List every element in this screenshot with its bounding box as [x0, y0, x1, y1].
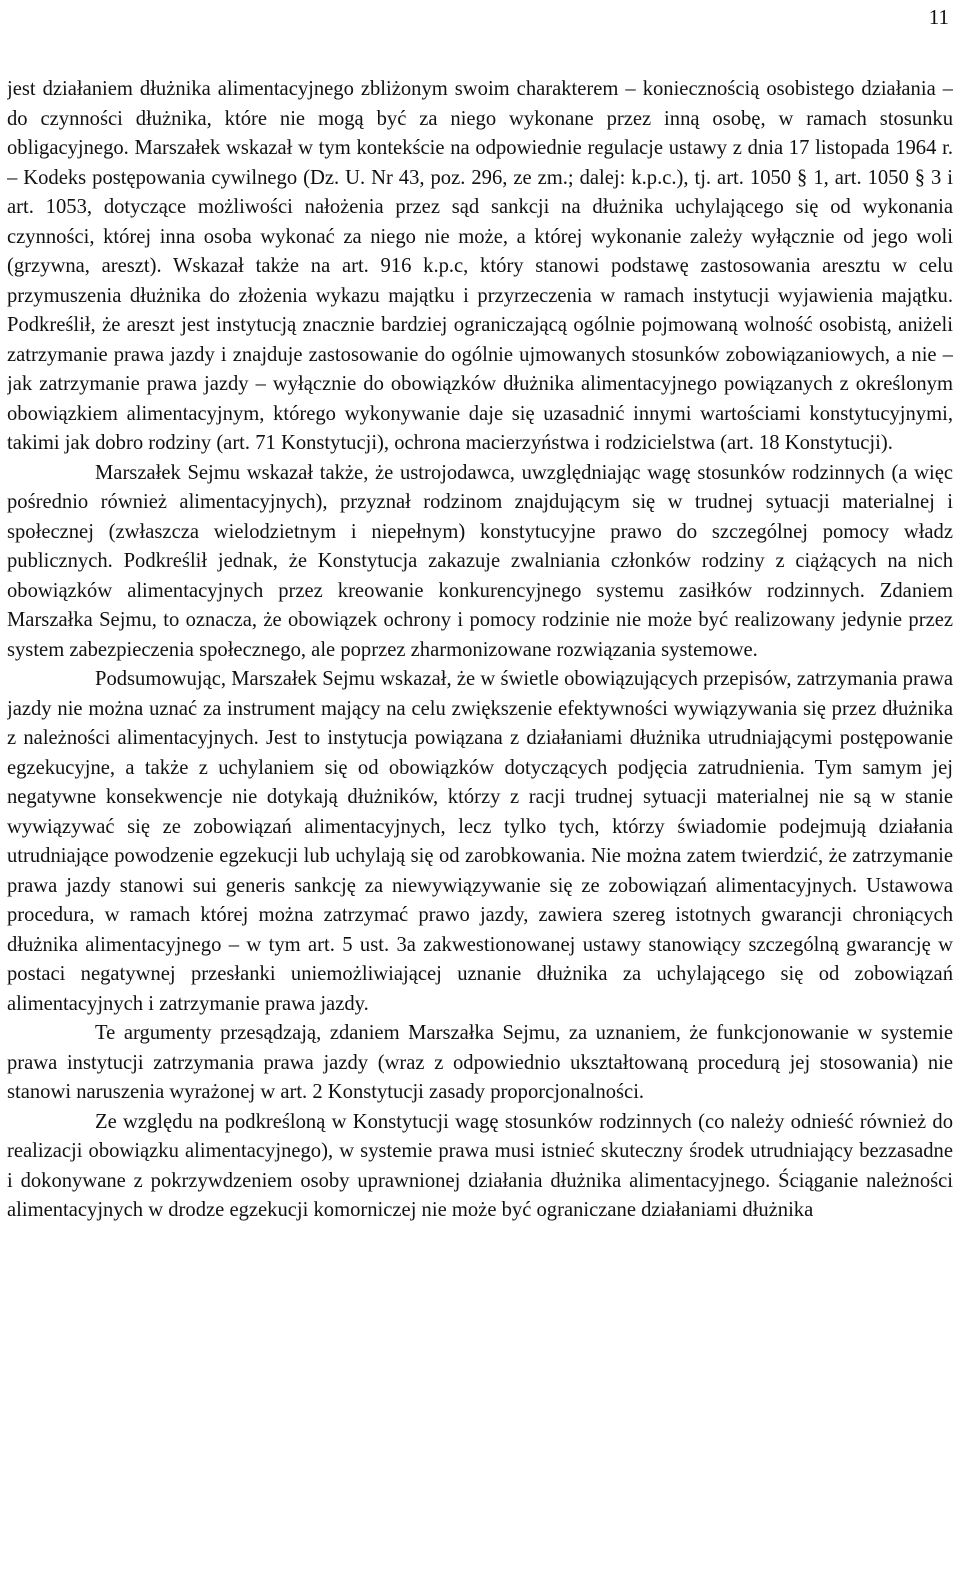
document-body	[7, 75, 953, 1226]
page-number: 11	[928, 5, 949, 29]
paragraph-5: Ze względu na podkreśloną w Konstytucji wagę stosunków rodzinnych (co należy odnieść również do realizacji obowiązku alimentacyjnego), w systemie prawa musi istnieć skuteczny środek utrudniający bezzasadne i dokonywane z pokrzywdzeniem osoby uprawnionej działania dłużnika alimentacyjnego. Ściąganie należności alimentacyjnych w drodze egzekucji komorniczej nie może być ograniczane działaniami dłużnika	[7, 1110, 953, 1221]
paragraph-4: Te argumenty przesądzają, zdaniem Marszałka Sejmu, za uznaniem, że funkcjonowanie w systemie prawa instytucji zatrzymania prawa jazdy (wraz z odpowiednio ukształtowaną procedurą jej stosowania) nie stanowi naruszenia wyrażonej w art. 2 Konstytucji zasady proporcjonalności.	[7, 1022, 953, 1103]
paragraph-1: jest działaniem dłużnika alimentacyjnego zbliżonym swoim charakterem – koniecznością osobistego działania – do czynności dłużnika, które nie mogą być za niego wykonane przez inną osobę, w ramach stosunku obligacyjnego. Marszałek wskazał w tym kontekście na odpowiednie regulacje ustawy z dnia 17 listopada 1964 r. – Kodeks postępowania cywilnego (Dz. U. Nr 43, poz. 296, ze zm.; dalej: k.p.c.), tj. art. 1050 § 1, art. 1050 § 3 i art. 1053, dotyczące możliwości nałożenia przez sąd sankcji na dłużnika uchylającego się od wykonania czynności, której inna osoba wykonać za niego nie może, a której wykonanie zależy wyłącznie od jego woli (grzywna, areszt). Wskazał także na art. 916 k.p.c, który stanowi podstawę zastosowania aresztu w celu przymuszenia dłużnika do złożenia wykazu majątku i przyrzeczenia w ramach instytucji wyjawienia majątku. Podkreślił, że areszt jest instytucją znacznie bardziej ograniczającą ogólnie pojmowaną wolność osobistą, aniżeli zatrzymanie prawa jazdy i znajduje zastosowanie do ogólnie ujmowanych stosunków zobowiązaniowych, a nie – jak zatrzymanie prawa jazdy – wyłącznie do obowiązków dłużnika alimentacyjnego powiązanych z określonym obowiązkiem alimentacyjnym, którego wykonywanie daje się uzasadnić innymi wartościami konstytucyjnymi, takimi jak dobro rodziny (art. 71 Konstytucji), ochrona macierzyństwa i rodzicielstwa (art. 18 Konstytucji).	[7, 78, 953, 454]
paragraph-3: Podsumowując, Marszałek Sejmu wskazał, że w świetle obowiązujących przepisów, zatrzymania prawa jazdy nie można uznać za instrument mający na celu zwiększenie efektywności wywiązywania się przez dłużnika z należności alimentacyjnych. Jest to instytucja powiązana z działaniami dłużnika utrudniającymi postępowanie egzekucyjne, a także z uchylaniem się od obowiązków dotyczących podjęcia zatrudnienia. Tym samym jej negatywne konsekwencje nie dotykają dłużników, którzy z racji trudnej sytuacji materialnej nie są w stanie wywiązywać się ze zobowiązań alimentacyjnych, lecz tylko tych, którzy świadomie podejmują działania utrudniające powodzenie egzekucji lub uchylają się od zarobkowania. Nie można zatem twierdzić, że zatrzymanie prawa jazdy stanowi sui generis sankcję za niewywiązywanie się ze zobowiązań alimentacyjnych. Ustawowa procedura, w ramach której można zatrzymać prawo jazdy, zawiera szereg istotnych gwarancji chroniących dłużnika alimentacyjnego – w tym art. 5 ust. 3a zakwestionowanej ustawy stanowiący szczególną gwarancję w postaci negatywnej przesłanki uniemożliwiającej uznanie dłużnika za uchylającego się od zobowiązań alimentacyjnych i zatrzymanie prawa jazdy.	[7, 668, 953, 1015]
document-page	[7, 0, 953, 1578]
paragraph-2: Marszałek Sejmu wskazał także, że ustrojodawca, uwzględniając wagę stosunków rodzinnych (a więc pośrednio również alimentacyjnych), przyznał rodzinom znajdującym się w trudnej sytuacji materialnej i społecznej (zwłaszcza wielodzietnym i niepełnym) konstytucyjne prawo do szczególnej pomocy władz publicznych. Podkreślił jednak, że Konstytucja zakazuje zwalniania członków rodziny z ciążących na nich obowiązków alimentacyjnych przez kreowanie konkurencyjnego systemu zasiłków rodzinnych. Zdaniem Marszałka Sejmu, to oznacza, że obowiązek ochrony i pomocy rodzinie nie może być realizowany jedynie przez system zabezpieczenia społecznego, ale poprzez zharmonizowane rozwiązania systemowe.	[7, 461, 953, 661]
